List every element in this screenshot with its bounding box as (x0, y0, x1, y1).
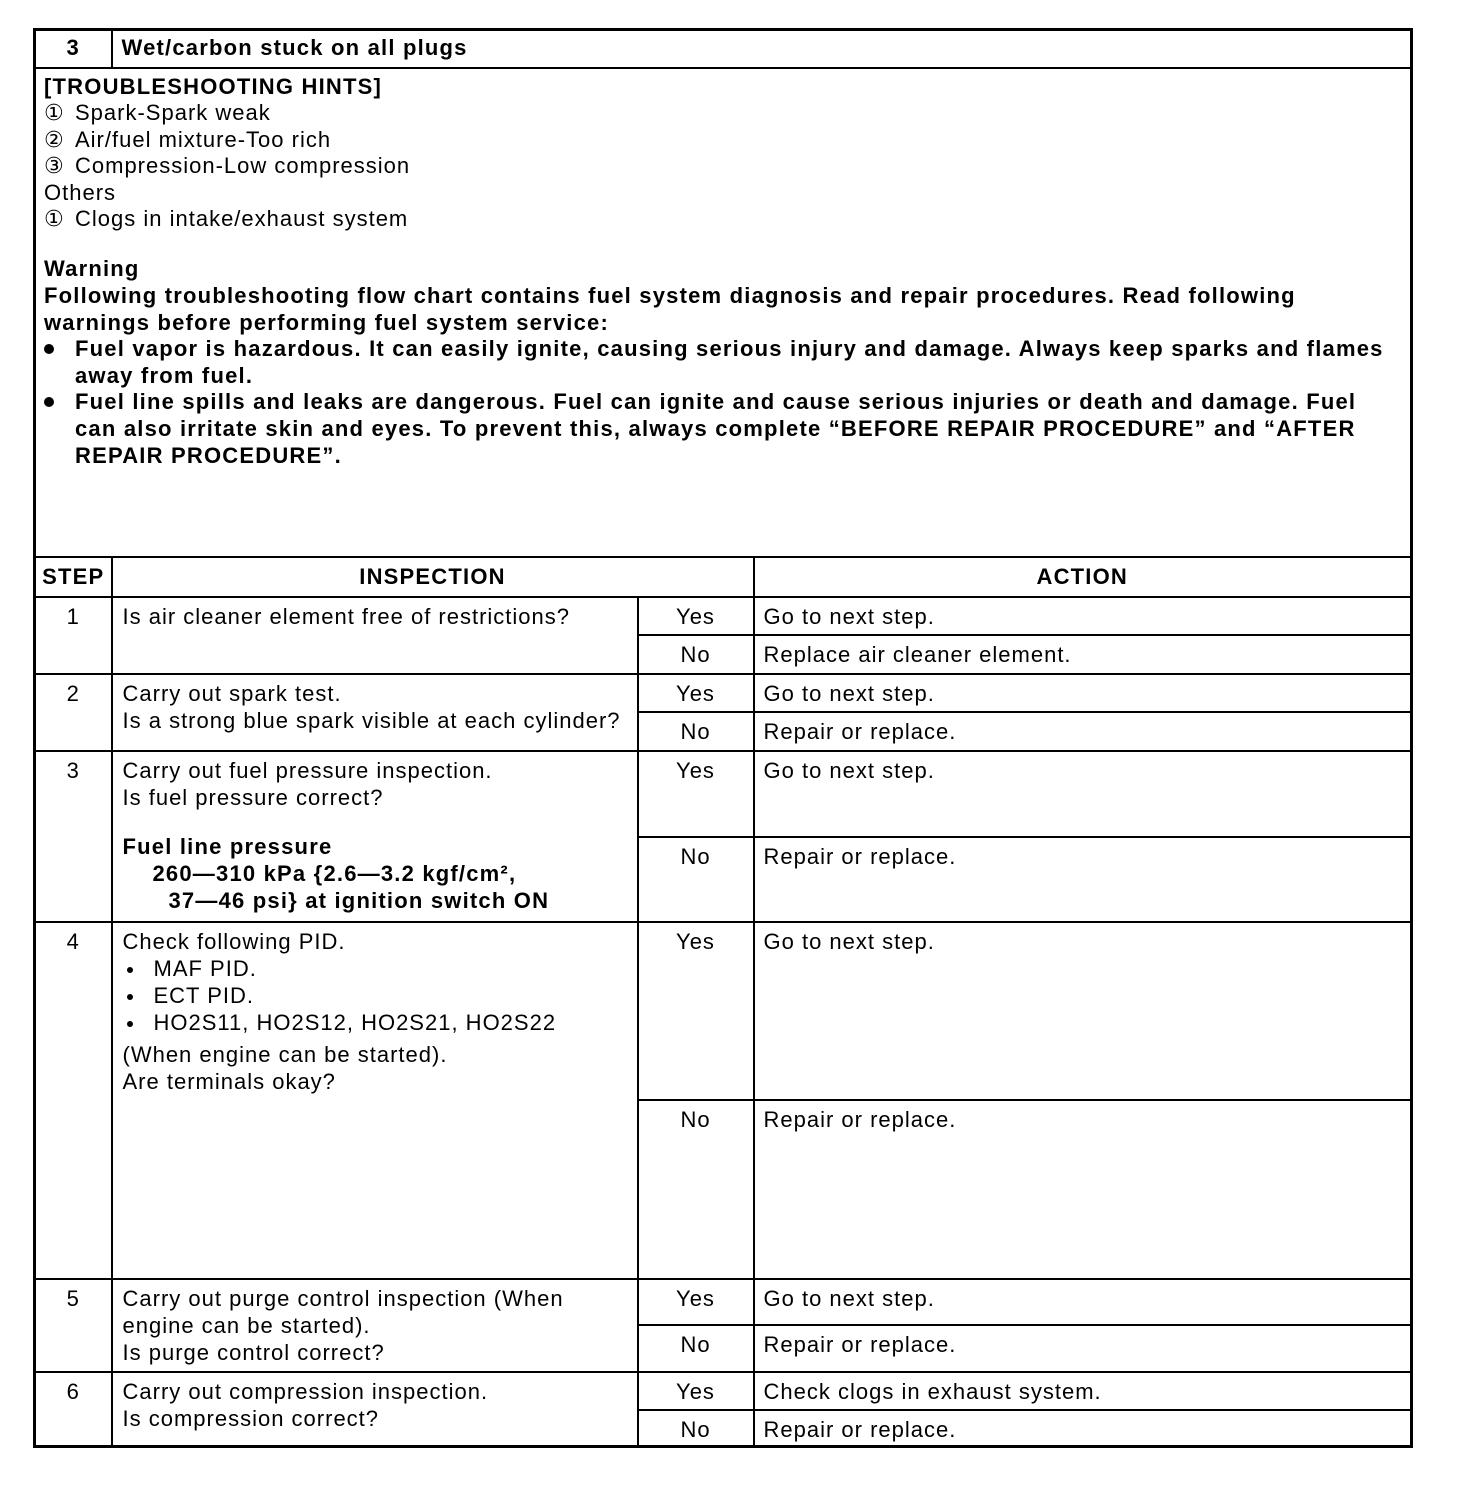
hint-text: Compression-Low compression (75, 153, 411, 179)
pid-text: HO2S11, HO2S12, HO2S21, HO2S22 (153, 1009, 557, 1035)
no-label: No (638, 1410, 754, 1447)
spec-value: 37—46 psi} at ignition switch ON (168, 887, 550, 913)
inspection-text: Is a strong blue spark visible at each cylinder? (122, 707, 621, 733)
inspection-text: Is air cleaner element free of restrictions? (122, 603, 571, 629)
yes-label: Yes (638, 751, 754, 837)
warning-bullet-line: REPAIR PROCEDURE”. (75, 442, 342, 468)
warning-intro-line: Following troubleshooting flow chart contains fuel system diagnosis and repair procedures. Read following (44, 283, 1296, 309)
step-number: 2 (35, 674, 112, 751)
inspection-text: Is fuel pressure correct? (122, 784, 384, 810)
no-action: Repair or replace. (754, 1325, 1412, 1372)
column-header-inspection: INSPECTION (112, 557, 754, 597)
other-hint-item (44, 206, 1410, 233)
warning-bullet-line: away from fuel. (75, 362, 254, 388)
pid-list-item (123, 1009, 637, 1036)
inspection-cell (112, 597, 638, 674)
inspection-cell (112, 751, 638, 922)
yes-action: Go to next step. (754, 922, 1412, 1100)
step-number: 4 (35, 922, 112, 1279)
pid-list-item (123, 982, 637, 1009)
no-label: No (638, 1100, 754, 1279)
warning-bullet-line: Fuel vapor is hazardous. It can easily ignite, causing serious injury and damage. Always keep sparks and flames (75, 336, 1384, 362)
hint-text: Clogs in intake/exhaust system (75, 206, 409, 232)
inspection-text: Carry out fuel pressure inspection. (122, 757, 493, 783)
symptom-title: Wet/carbon stuck on all plugs (112, 30, 1412, 68)
no-action: Replace air cleaner element. (754, 635, 1412, 674)
inspection-text: engine can be started). (122, 1312, 371, 1338)
inspection-cell (112, 674, 638, 751)
circled-number-marker: ① (44, 207, 64, 233)
symptom-row (35, 30, 1412, 68)
bullet-icon (127, 967, 133, 973)
yes-action: Check clogs in exhaust system. (754, 1372, 1412, 1410)
inspection-cell (112, 1279, 638, 1372)
inspection-cell (112, 1372, 638, 1447)
no-label: No (638, 837, 754, 922)
hint-item (44, 153, 1410, 180)
inspection-text: Is purge control correct? (122, 1339, 385, 1365)
pid-text: ECT PID. (153, 982, 255, 1008)
yes-action: Go to next step. (754, 751, 1412, 837)
spec-title: Fuel line pressure (122, 833, 333, 859)
column-header-row (35, 557, 1412, 597)
step-1-yes-row (35, 597, 1412, 635)
pid-text: MAF PID. (153, 955, 257, 981)
spec-value: 260—310 kPa {2.6—3.2 kgf/cm², (152, 860, 517, 886)
step-2-yes-row (35, 674, 1412, 712)
inspection-text: Check following PID. (122, 928, 346, 954)
yes-label: Yes (638, 674, 754, 712)
warning-bullet (44, 336, 1410, 389)
step-number: 6 (35, 1372, 112, 1447)
bullet-icon (127, 1021, 133, 1027)
hint-text: Spark-Spark weak (75, 100, 271, 126)
hint-item (44, 127, 1410, 154)
column-header-step: STEP (35, 557, 112, 597)
step-6-yes-row (35, 1372, 1412, 1410)
warning-bullet-line: can also irritate skin and eyes. To prevent this, always complete “BEFORE REPAIR PROCEDURE” and “AFTER (75, 416, 1356, 442)
no-label: No (638, 712, 754, 751)
yes-label: Yes (638, 1279, 754, 1325)
inspection-text: Carry out purge control inspection (When (122, 1285, 564, 1311)
step-number: 3 (35, 751, 112, 922)
yes-action: Go to next step. (754, 674, 1412, 712)
step-number: 1 (35, 597, 112, 674)
yes-label: Yes (638, 922, 754, 1100)
yes-action: Go to next step. (754, 597, 1412, 635)
symptom-number: 3 (35, 30, 112, 68)
column-header-action: ACTION (754, 557, 1412, 597)
warning-bullet (44, 389, 1410, 469)
warning-title: Warning (44, 256, 140, 282)
yes-action: Go to next step. (754, 1279, 1412, 1325)
hints-heading: [TROUBLESHOOTING HINTS] (44, 73, 383, 99)
step-number: 5 (35, 1279, 112, 1372)
hint-text: Air/fuel mixture-Too rich (75, 126, 332, 152)
circled-number-marker: ① (44, 101, 64, 127)
troubleshooting-sheet (33, 28, 1410, 1448)
troubleshooting-table (33, 28, 1413, 1448)
no-action: Repair or replace. (754, 1100, 1412, 1279)
no-action: Repair or replace. (754, 1410, 1412, 1447)
hints-row (35, 68, 1412, 557)
circled-number-marker: ③ (44, 154, 64, 180)
yes-label: Yes (638, 1372, 754, 1410)
yes-label: Yes (638, 597, 754, 635)
inspection-text: (When engine can be started). (122, 1041, 448, 1067)
hint-item (44, 100, 1410, 127)
inspection-text: Is compression correct? (122, 1405, 380, 1431)
inspection-text: Carry out compression inspection. (122, 1378, 489, 1404)
warning-bullet-line: Fuel line spills and leaks are dangerous. Fuel can ignite and cause serious injuries or death and damage. Fuel (75, 389, 1357, 415)
circled-number-marker: ② (44, 127, 64, 153)
warning-block (44, 256, 1410, 469)
step-5-yes-row (35, 1279, 1412, 1325)
warning-intro-line: warnings before performing fuel system service: (44, 309, 609, 335)
no-action: Repair or replace. (754, 837, 1412, 922)
inspection-text: Are terminals okay? (122, 1068, 336, 1094)
others-label: Others (44, 179, 117, 205)
step-4-yes-row (35, 922, 1412, 1100)
no-action: Repair or replace. (754, 712, 1412, 751)
inspection-cell (112, 922, 638, 1279)
bullet-icon (44, 344, 54, 354)
hints-panel (35, 68, 1412, 557)
no-label: No (638, 1325, 754, 1372)
bullet-icon (127, 994, 133, 1000)
pid-list-item (123, 955, 637, 982)
step-3-yes-row (35, 751, 1412, 837)
bullet-icon (44, 397, 54, 407)
inspection-text: Carry out spark test. (122, 680, 342, 706)
no-label: No (638, 635, 754, 674)
